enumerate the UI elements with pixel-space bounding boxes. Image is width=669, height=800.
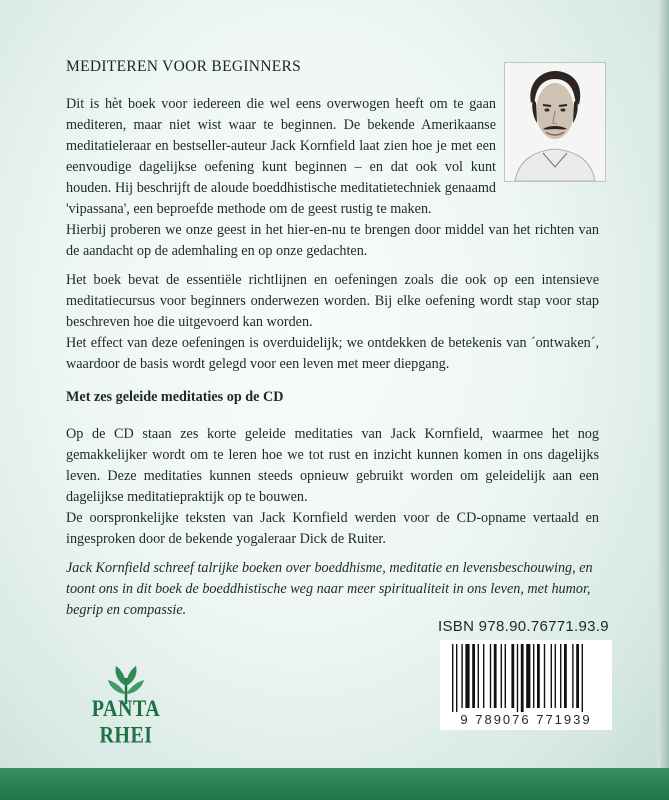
description-paragraph: Het boek bevat de essentiële richtlijnen en oefeningen zoals die ook op een intensieve meditatiecursus voor beginners onderwezen worden. Bij elke oefening wordt stap voor stap beschreven hoe die uitgevoerd kan worden. bbox=[66, 272, 599, 330]
description-text bbox=[66, 270, 599, 375]
book-spine-edge bbox=[657, 0, 669, 800]
barcode-bar bbox=[576, 644, 579, 708]
barcode-bar bbox=[472, 644, 475, 708]
barcode-bar bbox=[582, 644, 583, 714]
barcode-bar bbox=[526, 644, 530, 708]
barcode-bars-icon bbox=[440, 640, 612, 714]
barcode-digits: 9 789076 771939 bbox=[440, 712, 612, 728]
barcode-bar bbox=[555, 644, 556, 708]
intro-wide-text: Hierbij proberen we onze geest in het hier-en-nu te brengen door middel van het richten van de aandacht op de ademhaling en op onze gedachten. bbox=[66, 222, 599, 259]
barcode-bar bbox=[461, 644, 462, 708]
intro-text bbox=[66, 94, 599, 262]
barcode-bar bbox=[452, 644, 453, 714]
cd-subheading: Met zes geleide meditaties op de CD bbox=[66, 389, 284, 405]
barcode-bar bbox=[564, 644, 567, 708]
isbn-label: ISBN 978.90.76771.93.9 bbox=[438, 618, 609, 635]
cd-text bbox=[66, 424, 599, 550]
intro-narrow-text: Dit is hèt boek voor iedereen die wel eens overwogen heeft om te gaan mediteren, maar niet wist waar te beginnen. De bekende Amerikaanse meditatieleraar en bestseller-auteur Jack Kornfield laat zien hoe je met een eenvoudige dagelijkse oefening kunt beginnen – en dat ook vol kunt houden. Hij beschrijft de aloude boeddhistische meditatietechniek genaamd 'vipassana', een beproefde methode om de geest rustig te maken. bbox=[66, 96, 496, 217]
barcode-bar bbox=[544, 644, 545, 708]
barcode-bar bbox=[517, 644, 518, 714]
barcode-bar bbox=[511, 644, 514, 708]
barcode-bar bbox=[465, 644, 469, 708]
barcode-bar bbox=[456, 644, 457, 714]
book-title-heading: MEDITEREN VOOR BEGINNERS bbox=[66, 58, 302, 75]
author-quote: Jack Kornfield schreef talrijke boeken over boeddhisme, meditatie en levensbeschouwing, en toont ons in dit boek de boeddhistische weg naar meer spiritualiteit in ons leven, met humor, begrip en compassie. bbox=[66, 560, 593, 618]
barcode-bar bbox=[560, 644, 561, 708]
publisher-logo bbox=[64, 664, 188, 749]
cover-bottom-band bbox=[0, 768, 669, 800]
barcode-bar bbox=[505, 644, 506, 708]
barcode-bar bbox=[501, 644, 502, 708]
barcode-bar bbox=[521, 644, 524, 714]
cd-paragraph: De oorspronkelijke teksten van Jack Kornfield werden voor de CD-opname vertaald en ingesproken door de bekende yogaleraar Dick de Ruiter. bbox=[66, 510, 599, 547]
barcode-bar bbox=[537, 644, 540, 708]
barcode-bar bbox=[494, 644, 497, 708]
description-paragraph: Het effect van deze oefeningen is overduidelijk; we ontdekken de betekenis van ´ontwaken´, waardoor de basis wordt gelegd voor een leven met meer diepgang. bbox=[66, 335, 599, 372]
cd-paragraph: Op de CD staan zes korte geleide meditaties van Jack Kornfield, waarmee het nog gemakkelijker wordt om te leren hoe we tot rust en inzicht kunnen komen in ons dagelijks leven. Deze meditaties kunnen steeds opnieuw gebruikt worden om geleidelijk aan een dagelijkse meditatiepraktijk op te bouwen. bbox=[66, 426, 599, 505]
barcode-bar bbox=[478, 644, 479, 708]
barcode-bar bbox=[572, 644, 573, 708]
barcode-bar bbox=[483, 644, 484, 708]
barcode-bar bbox=[490, 644, 491, 708]
barcode-bar bbox=[533, 644, 534, 708]
barcode-bar bbox=[551, 644, 552, 708]
publisher-logo-text: PANTA RHEI bbox=[91, 696, 161, 749]
